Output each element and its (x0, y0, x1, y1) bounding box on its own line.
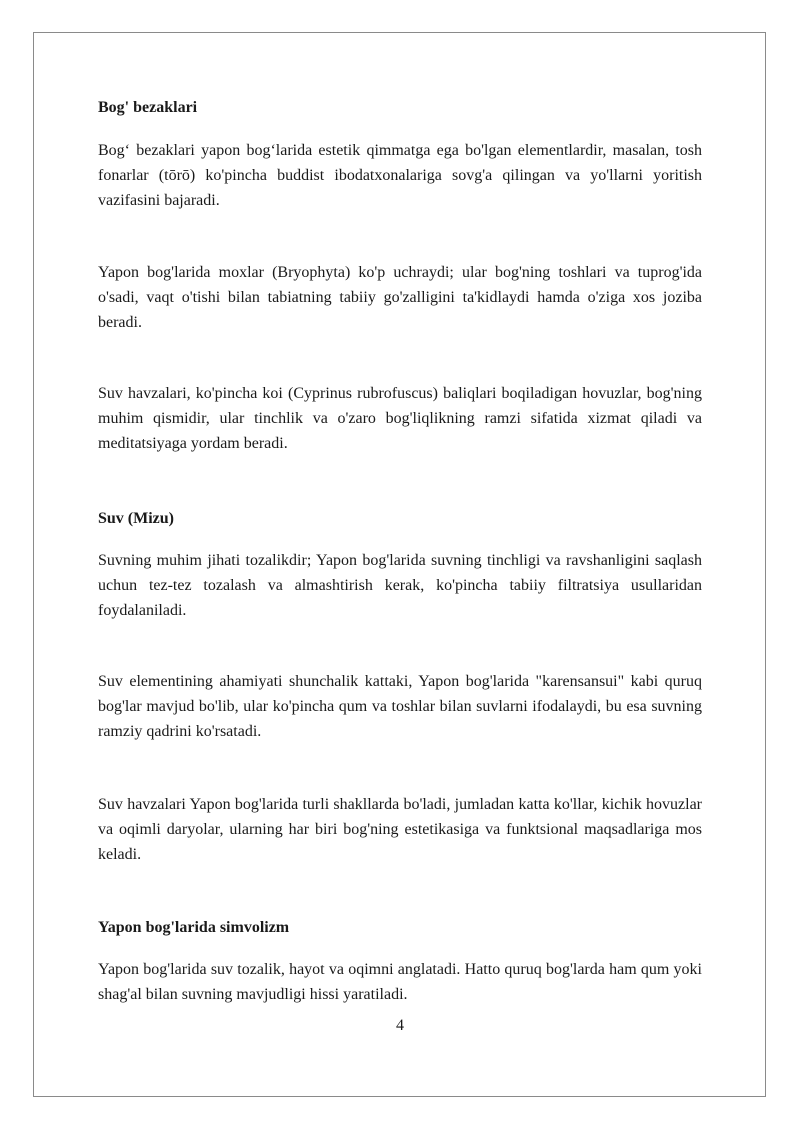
paragraph: Yapon bog'larida moxlar (Bryophyta) ko'p uchraydi; ular bog'ning toshlari va tuprog'ida o'sadi, vaqt o'tishi bilan tabiatning tabiiy go'zalligini ta'kidlaydi hamda o'ziga xos joziba beradi. (98, 264, 702, 331)
section-heading: Bog' bezaklari (98, 99, 198, 116)
paragraph: Bog‘ bezaklari yapon bog‘larida estetik qimmatga ega bo'lgan elementlardir, masalan, tosh fonarlar (tōrō) ko'pincha buddist ibodatxonalariga sovg'a qilingan va yo'llarni yoritish vazifasini bajaradi. (98, 142, 702, 209)
paragraph: Yapon bog'larida suv tozalik, hayot va oqimni anglatadi. Hatto quruq bog'larda ham qum yoki shag'al bilan suvning mavjudligi hissi yaratiladi. (98, 961, 702, 1003)
page-number: 4 (396, 1017, 404, 1034)
section-heading: Yapon bog'larida simvolizm (98, 919, 290, 936)
paragraph: Suv havzalari Yapon bog'larida turli shakllarda bo'ladi, jumladan katta ko'llar, kichik hovuzlar va oqimli daryolar, ularning har biri bog'ning estetikasiga va funktsional maqsadlariga mos keladi. (98, 796, 702, 863)
paragraph: Suv havzalari, ko'pincha koi (Cyprinus rubrofuscus) baliqlari boqiladigan hovuzlar, bog'ning muhim qismidir, ular tinchlik va o'zaro bog'liqlikning ramzi sifatida xizmat qiladi va meditatsiyaga yordam beradi. (98, 385, 702, 452)
paragraph: Suv elementining ahamiyati shunchalik kattaki, Yapon bog'larida "karensansui" kabi quruq bog'lar mavjud bo'lib, ular ko'pincha qum va toshlar bilan suvlarni ifodalaydi, bu esa suvning ramziy qadrini ko'rsatadi. (98, 673, 702, 740)
paragraph: Suvning muhim jihati tozalikdir; Yapon bog'larida suvning tinchligi va ravshanligini saqlash uchun tez-tez tozalash va almashtirish kerak, ko'pincha tabiiy filtratsiya usullaridan foydalaniladi. (98, 552, 702, 619)
section-heading: Suv (Mizu) (98, 510, 174, 527)
